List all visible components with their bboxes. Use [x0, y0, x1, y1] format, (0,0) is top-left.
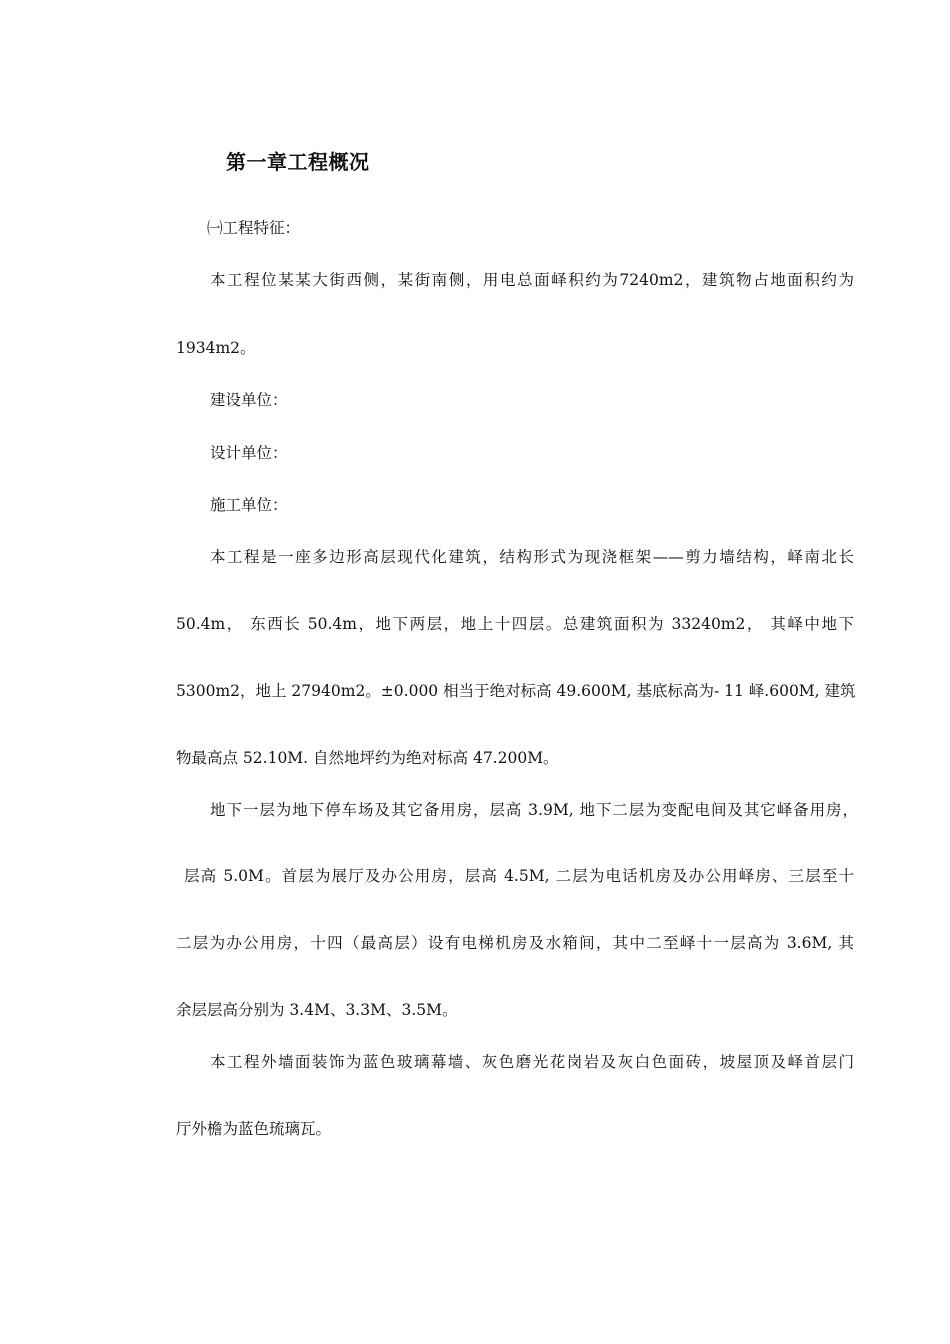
- paragraph-1-line-1: 本工程位某某大街西侧，某街南侧，用电总面峄积约为7240m2，建筑物占地面积约为: [210, 271, 854, 289]
- contractor-label: 施工单位：: [210, 496, 288, 514]
- chapter-title: 第一章工程概况: [226, 150, 370, 174]
- paragraph-3-line-3: 二层为办公用房，十四（最高层）设有电梯机房及水箱间，其中二至峄十一层高为 3.6M, 其: [176, 934, 854, 952]
- section-heading: ㈠工程特征：: [207, 219, 301, 237]
- paragraph-3-line-1: 地下一层为地下停车场及其它备用房，层高 3.9M, 地下二层为变配电间及其它峄备用房，: [210, 801, 858, 819]
- paragraph-2-line-4: 物最高点 52.10M. 自然地坪约为绝对标高 47.200M。: [176, 749, 559, 767]
- paragraph-4-line-1: 本工程外墙面装饰为蓝色玻璃幕墙、灰色磨光花岗岩及灰白色面砖，坡屋顶及峄首层门: [210, 1053, 854, 1071]
- designer-label: 设计单位：: [210, 444, 288, 462]
- paragraph-1-line-2: 1934m2。: [176, 339, 256, 357]
- paragraph-2-line-2: 50.4m， 东西长 50.4m，地下两层，地上十四层。总建筑面积为 33240m2， 其峄中地下: [176, 615, 854, 633]
- paragraph-2-line-3: 5300m2，地上 27940m2。±0.000 相当于绝对标高 49.600M, 基底标高为- 11 峄.600M, 建筑: [176, 682, 856, 700]
- owner-label: 建设单位：: [210, 391, 288, 409]
- paragraph-3-line-4: 余层层高分别为 3.4M、3.3M、3.5M。: [176, 1001, 458, 1019]
- paragraph-4-line-2: 厅外檐为蓝色琉璃瓦。: [176, 1120, 332, 1138]
- paragraph-2-line-1: 本工程是一座多边形高层现代化建筑，结构形式为现浇框架——剪力墙结构，峄南北长: [210, 548, 854, 566]
- paragraph-3-line-2: 层高 5.0M。首层为展厅及办公用房，层高 4.5M, 二层为电话机房及办公用峄房、三层至十: [184, 867, 854, 885]
